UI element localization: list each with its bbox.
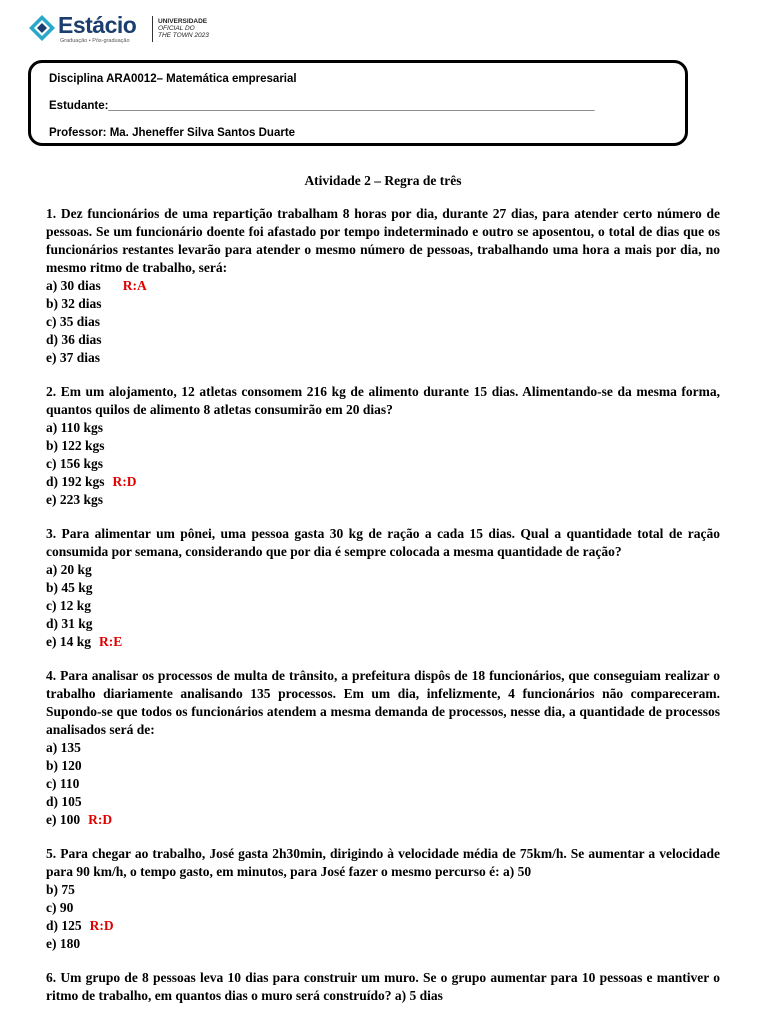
option: e) 100 R:D (46, 812, 113, 827)
question-2 (46, 383, 720, 509)
question-text: 1. Dez funcionários de uma repartição trabalham 8 horas por dia, durante 27 dias, para atender certo número de pessoas. Se um funcionário doente foi afastado por tempo indeterminado e outro se aposentou, o total de dias que os funcionários restantes levarão para atender o mesmo número de pessoas, trabalhando uma hora a mais por dia, no mesmo ritmo de trabalho, será: (46, 206, 720, 275)
question-text: 6. Um grupo de 8 pessoas leva 10 dias para construir um muro. Se o grupo aumentar para 10 pessoas e mantiver o ritmo de trabalho, em quantos dias o muro será construído? a) 5 dias (46, 970, 720, 1003)
brand-subtitle: Graduação • Pós-graduação (60, 38, 130, 44)
uni-line-1: UNIVERSIDADE (158, 18, 208, 25)
option: b) 122 kgs (46, 438, 105, 453)
question-text: 4. Para analisar os processos de multa de trânsito, a prefeitura dispôs de 18 funcionários, que conseguiam realizar o trabalho diariamente analisando 135 processos. Em um dia, infelizmente, 4 funcionários não compareceram. Supondo-se que todos os funcionários atendem a mesma demanda de processos, nesse dia, a quantidade de processos analisados será de: (46, 668, 720, 737)
discipline-line: Disciplina ARA0012– Matemática empresarial (49, 73, 297, 85)
answer-mark: R:E (99, 634, 123, 649)
answer-mark: R:A (122, 278, 147, 293)
option: c) 12 kg (46, 598, 91, 613)
uni-line-3: THE TOWN 2023 (158, 32, 209, 39)
question-3 (46, 525, 720, 651)
option: e) 180 (46, 936, 81, 951)
question-text: 3. Para alimentar um pônei, uma pessoa gasta 30 kg de ração a cada 15 dias. Qual a quantidade total de ração consumida por semana, considerando que por dia é sempre colocada a mesma quantidade de ração? (46, 526, 720, 559)
option: d) 125 R:D (46, 918, 114, 933)
option: c) 156 kgs (46, 456, 103, 471)
option: c) 90 (46, 900, 74, 915)
option: b) 32 dias (46, 296, 102, 311)
option: a) 20 kg (46, 562, 92, 577)
estacio-logo-icon (28, 14, 56, 42)
question-text: 5. Para chegar ao trabalho, José gasta 2h30min, dirigindo à velocidade média de 75km/h. Se aumentar a velocidade para 90 km/h, o tempo gasto, em minutos, para José fazer o mesmo percurso é: a) 50 (46, 846, 720, 879)
answer-mark: R:D (88, 812, 113, 827)
option: b) 45 kg (46, 580, 93, 595)
question-text: 2. Em um alojamento, 12 atletas consomem 216 kg de alimento durante 15 dias. Alimentando-se da mesma forma, quantos quilos de alimento 8 atletas consumirão em 20 dias? (46, 384, 720, 417)
option: d) 105 (46, 794, 82, 809)
option: e) 14 kg R:E (46, 634, 123, 649)
info-box (28, 60, 688, 146)
page-title: Atividade 2 – Regra de três (304, 173, 462, 188)
option: b) 75 (46, 882, 75, 897)
question-6 (46, 969, 720, 1005)
header-divider (152, 16, 153, 42)
option: a) 110 kgs (46, 420, 104, 435)
document-content (46, 172, 720, 1021)
uni-line-2: OFICIAL DO (158, 25, 195, 32)
professor-line: Professor: Ma. Jheneffer Silva Santos Duarte (49, 127, 296, 139)
student-line: Estudante:____________________________________________________________________________ (49, 100, 595, 112)
brand-name: Estácio (58, 12, 137, 38)
option: a) 30 dias R:A (46, 278, 147, 293)
option: d) 36 dias (46, 332, 102, 347)
option: e) 37 dias (46, 350, 100, 365)
option: b) 120 (46, 758, 82, 773)
university-badge (158, 18, 209, 39)
option: d) 31 kg (46, 616, 93, 631)
question-1 (46, 205, 720, 367)
question-4 (46, 667, 720, 829)
option: e) 223 kgs (46, 492, 103, 507)
option: a) 135 (46, 740, 81, 755)
option: c) 35 dias (46, 314, 100, 329)
answer-mark: R:D (112, 474, 137, 489)
question-5 (46, 845, 720, 953)
option: c) 110 (46, 776, 80, 791)
option: d) 192 kgs R:D (46, 474, 137, 489)
header-logo-area (28, 12, 228, 46)
answer-mark: R:D (89, 918, 114, 933)
